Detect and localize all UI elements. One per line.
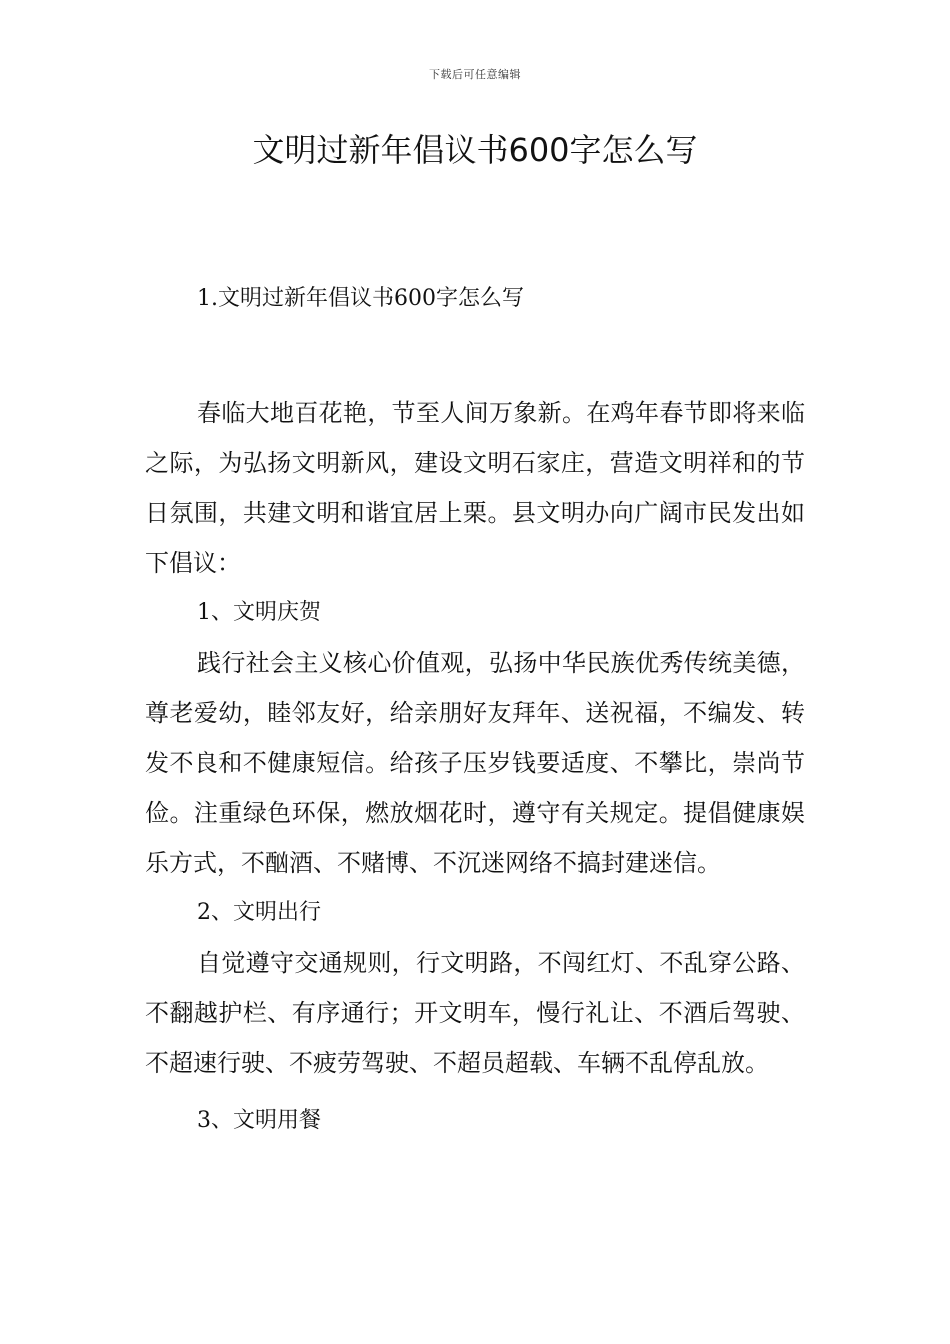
body-block (145, 388, 805, 1146)
page-header-note: 下载后可任意编辑 (429, 68, 521, 81)
section-heading: 1.文明过新年倡议书600字怎么写 (197, 286, 524, 311)
intro-paragraph: 春临大地百花艳，节至人间万象新。在鸡年春节即将来临之际，为弘扬文明新风，建设文明石家庄，营造文明祥和的节日氛围，共建文明和谐宜居上栗。县文明办向广阔市民发出如下倡议： (145, 399, 805, 577)
section-text-celebration: 践行社会主义核心价值观，弘扬中华民族优秀传统美德，尊老爱幼，睦邻友好，给亲朋好友拜年、送祝福，不编发、转发不良和不健康短信。给孩子压岁钱要适度、不攀比，崇尚节俭。注重绿色环保，燃放烟花时，遵守有关规定。提倡健康娱乐方式，不酗酒、不赌博、不沉迷网络不搞封建迷信。 (145, 649, 805, 877)
section-label-celebration: 1、文明庆贺 (197, 600, 321, 625)
document-body (145, 278, 805, 1146)
section-label-travel: 2、文明出行 (197, 900, 321, 925)
document-title: 文明过新年倡议书600字怎么写 (252, 131, 698, 169)
section-label-dining: 3、文明用餐 (197, 1108, 321, 1133)
section-text-travel: 自觉遵守交通规则，行文明路，不闯红灯、不乱穿公路、不翻越护栏、有序通行；开文明车，慢行礼让、不酒后驾驶、不超速行驶、不疲劳驾驶、不超员超载、车辆不乱停乱放。 (145, 949, 805, 1077)
